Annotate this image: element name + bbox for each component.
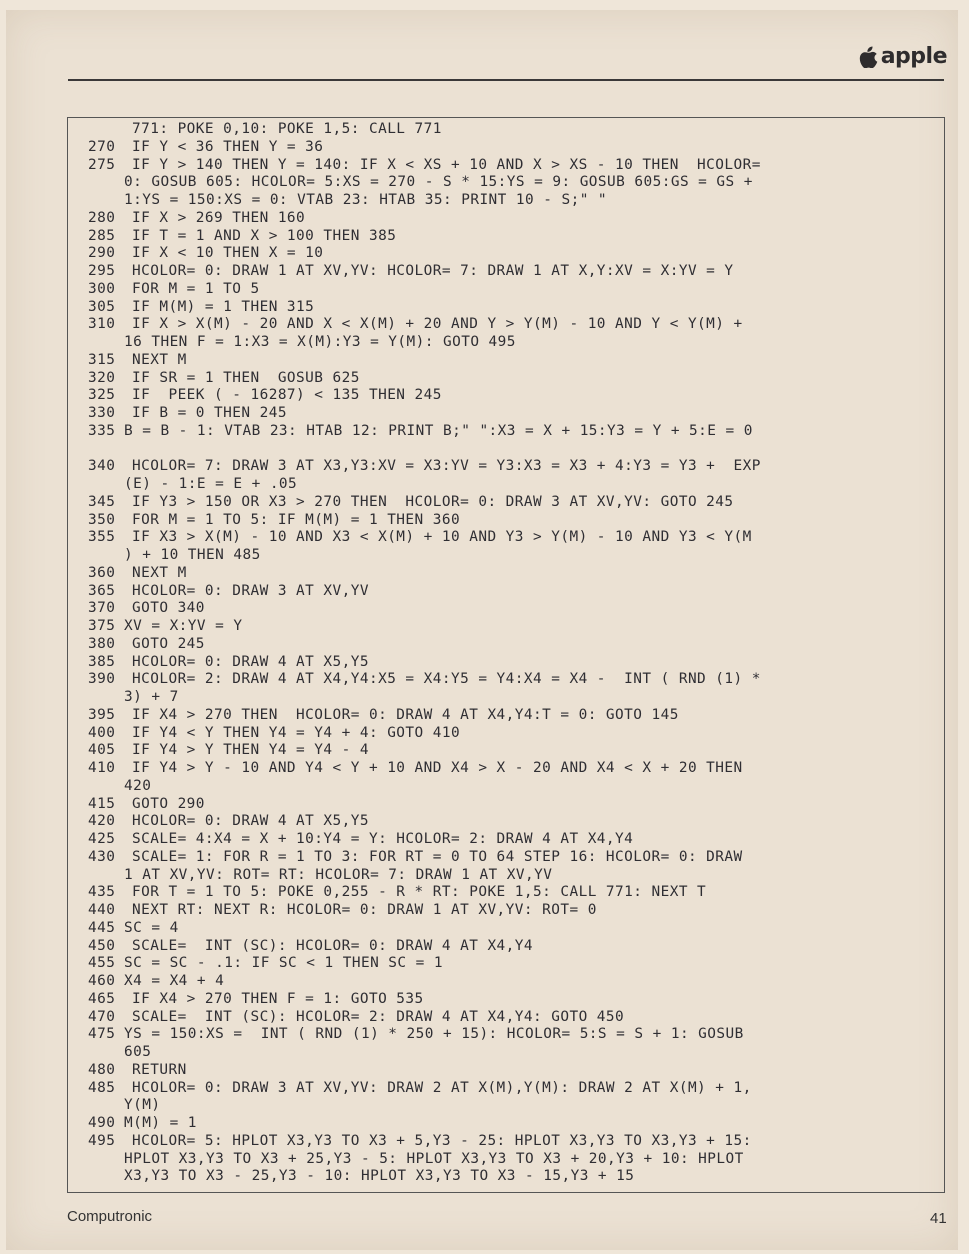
line-number: 435 xyxy=(88,884,116,901)
line-text: X4 = X4 + 4 xyxy=(124,973,225,989)
line-number: 280 xyxy=(88,209,116,226)
apple-logo xyxy=(859,44,947,69)
code-line xyxy=(88,671,938,689)
line-text: 1 AT XV,YV: ROT= RT: HCOLOR= 7: DRAW 1 AT XV,YV xyxy=(124,866,553,883)
line-number: 385 xyxy=(88,653,116,670)
code-line xyxy=(88,955,938,973)
code-line xyxy=(88,725,938,743)
code-line xyxy=(88,210,938,228)
code-line xyxy=(88,245,938,263)
line-text: X3,Y3 TO X3 - 25,Y3 - 10: HPLOT X3,Y3 TO X3 - 15,Y3 + 15 xyxy=(124,1168,635,1185)
code-line xyxy=(88,689,938,707)
line-number: 405 xyxy=(88,742,116,759)
line-text: SC = SC - .1: IF SC < 1 THEN SC = 1 xyxy=(124,955,443,972)
line-text: IF X > X(M) - 20 AND X < X(M) + 20 AND Y > Y(M) - 10 AND Y < Y(M) + xyxy=(132,316,743,333)
line-number: 335 xyxy=(88,422,116,439)
code-line xyxy=(88,441,938,459)
code-line xyxy=(88,387,938,405)
line-text: HCOLOR= 0: DRAW 4 AT X5,Y5 xyxy=(132,813,369,830)
code-line xyxy=(88,299,938,317)
code-line xyxy=(88,157,938,175)
line-text: IF X4 > 270 THEN F = 1: GOTO 535 xyxy=(132,990,424,1007)
line-number: 365 xyxy=(88,582,116,599)
code-line xyxy=(88,654,938,672)
line-text: HCOLOR= 0: DRAW 1 AT XV,YV: HCOLOR= 7: DRAW 1 AT X,Y:XV = X:YV = Y xyxy=(132,263,734,279)
line-number: 430 xyxy=(88,848,116,865)
line-number: 350 xyxy=(88,511,116,528)
code-line xyxy=(88,1026,938,1044)
code-line xyxy=(88,1097,938,1115)
code-line xyxy=(88,796,938,814)
line-text: NEXT M xyxy=(132,564,187,581)
code-line xyxy=(88,281,938,299)
line-text: FOR M = 1 TO 5: IF M(M) = 1 THEN 360 xyxy=(132,511,461,528)
line-number: 300 xyxy=(88,280,116,297)
line-number: 440 xyxy=(88,902,116,918)
line-number: 340 xyxy=(88,458,116,475)
code-line xyxy=(88,884,938,902)
line-number: 270 xyxy=(88,138,116,155)
code-line xyxy=(88,600,938,618)
line-text: YS = 150:XS = INT ( RND (1) * 250 + 15): HCOLOR= 5:S = S + 1: GOSUB xyxy=(124,1026,744,1043)
code-line xyxy=(88,1168,938,1186)
line-text: IF T = 1 AND X > 100 THEN 385 xyxy=(132,227,397,244)
code-line xyxy=(88,1062,938,1080)
code-line xyxy=(88,831,938,849)
code-line xyxy=(88,920,938,938)
line-text: IF Y3 > 150 OR X3 > 270 THEN HCOLOR= 0: DRAW 3 AT XV,YV: GOTO 245 xyxy=(132,493,734,510)
line-text: FOR M = 1 TO 5 xyxy=(132,280,260,297)
line-text: SCALE= 1: FOR R = 1 TO 3: FOR RT = 0 TO 64 STEP 16: HCOLOR= 0: DRAW xyxy=(132,848,743,865)
line-number: 360 xyxy=(88,564,116,581)
code-line xyxy=(88,352,938,370)
code-line xyxy=(88,334,938,352)
code-line xyxy=(88,742,938,760)
line-text: IF SR = 1 THEN GOSUB 625 xyxy=(132,369,360,386)
line-number: 295 xyxy=(88,263,116,279)
code-line xyxy=(88,458,938,476)
line-text: FOR T = 1 TO 5: POKE 0,255 - R * RT: POKE 1,5: CALL 771: NEXT T xyxy=(132,884,707,901)
line-text: SCALE= INT (SC): HCOLOR= 2: DRAW 4 AT X4,Y4: GOTO 450 xyxy=(132,1008,625,1025)
line-text: GOTO 290 xyxy=(132,795,205,812)
code-line xyxy=(88,707,938,725)
line-text: NEXT M xyxy=(132,351,187,368)
line-text: GOTO 245 xyxy=(132,635,205,652)
code-line xyxy=(88,494,938,512)
line-text: IF Y4 < Y THEN Y4 = Y4 + 4: GOTO 410 xyxy=(132,724,461,741)
code-line xyxy=(88,529,938,547)
code-line xyxy=(88,316,938,334)
code-line xyxy=(88,1080,938,1098)
code-line xyxy=(88,547,938,565)
line-number: 465 xyxy=(88,990,116,1007)
line-text: 0: GOSUB 605: HCOLOR= 5:XS = 270 - S * 15:YS = 9: GOSUB 605:GS = GS + xyxy=(124,174,753,191)
line-text: SCALE= INT (SC): HCOLOR= 0: DRAW 4 AT X4,Y4 xyxy=(132,937,534,954)
apple-icon xyxy=(859,46,879,68)
code-line xyxy=(88,1044,938,1062)
line-text: SCALE= 4:X4 = X + 10:Y4 = Y: HCOLOR= 2: DRAW 4 AT X4,Y4 xyxy=(132,831,634,847)
line-number: 285 xyxy=(88,227,116,244)
line-text: B = B - 1: VTAB 23: HTAB 12: PRINT B;" ":X3 = X + 15:Y3 = Y + 5:E = 0 xyxy=(124,422,753,439)
line-number: 310 xyxy=(88,316,116,333)
logo-text: apple xyxy=(880,44,947,69)
code-line xyxy=(88,1115,938,1133)
line-number: 275 xyxy=(88,156,116,173)
line-number: 495 xyxy=(88,1132,116,1149)
line-text: IF Y4 > Y - 10 AND Y4 < Y + 10 AND X4 > X - 20 AND X4 < X + 20 THEN xyxy=(132,760,743,776)
line-number: 410 xyxy=(88,760,116,776)
line-text: 1:YS = 150:XS = 0: VTAB 23: HTAB 35: PRINT 10 - S;" " xyxy=(124,192,608,208)
line-number: 475 xyxy=(88,1026,116,1043)
code-line xyxy=(88,973,938,991)
line-text: IF X > 269 THEN 160 xyxy=(132,209,306,226)
line-number: 485 xyxy=(88,1079,116,1096)
code-line xyxy=(88,512,938,530)
code-line xyxy=(88,778,938,796)
line-number: 320 xyxy=(88,369,116,386)
line-number: 450 xyxy=(88,937,116,954)
line-number: 380 xyxy=(88,635,116,652)
line-number: 370 xyxy=(88,600,116,617)
line-text: HCOLOR= 0: DRAW 4 AT X5,Y5 xyxy=(132,653,369,670)
code-line xyxy=(88,618,938,636)
line-text: IF Y > 140 THEN Y = 140: IF X < XS + 10 AND X > XS - 10 THEN HCOLOR= xyxy=(132,156,761,173)
code-line xyxy=(88,867,938,885)
line-number: 455 xyxy=(88,955,116,972)
line-number: 315 xyxy=(88,351,116,368)
line-text: 771: POKE 0,10: POKE 1,5: CALL 771 xyxy=(132,121,442,137)
line-text: GOTO 340 xyxy=(132,600,205,617)
line-text: IF Y < 36 THEN Y = 36 xyxy=(132,138,324,155)
line-text: ) + 10 THEN 485 xyxy=(124,547,261,563)
code-line xyxy=(88,849,938,867)
line-text: IF X3 > X(M) - 10 AND X3 < X(M) + 10 AND Y3 > Y(M) - 10 AND Y3 < Y(M xyxy=(132,529,752,546)
line-text: 605 xyxy=(124,1044,152,1060)
code-line xyxy=(88,263,938,281)
header-rule xyxy=(68,79,944,81)
line-number: 490 xyxy=(88,1115,116,1131)
line-text: NEXT RT: NEXT R: HCOLOR= 0: DRAW 1 AT XV,YV: ROT= 0 xyxy=(132,902,597,918)
line-number: 355 xyxy=(88,529,116,546)
line-number: 375 xyxy=(88,618,116,634)
code-line xyxy=(88,405,938,423)
line-text: IF M(M) = 1 THEN 315 xyxy=(132,298,315,315)
code-line xyxy=(88,423,938,441)
code-line xyxy=(88,636,938,654)
code-line xyxy=(88,991,938,1009)
line-number: 470 xyxy=(88,1008,116,1025)
publication-name: Computronic xyxy=(67,1208,153,1225)
code-line xyxy=(88,938,938,956)
line-number: 480 xyxy=(88,1061,116,1078)
line-text: 3) + 7 xyxy=(124,689,179,705)
code-line xyxy=(88,1151,938,1169)
code-line xyxy=(88,192,938,210)
code-line xyxy=(88,813,938,831)
line-text: SC = 4 xyxy=(124,919,179,936)
line-number: 445 xyxy=(88,919,116,936)
line-text: HCOLOR= 2: DRAW 4 AT X4,Y4:X5 = X4:Y5 = Y4:X4 = X4 - INT ( RND (1) * xyxy=(132,671,761,688)
line-text: Y(M) xyxy=(124,1097,161,1114)
line-text: IF PEEK ( - 16287) < 135 THEN 245 xyxy=(132,387,442,404)
line-number: 415 xyxy=(88,795,116,812)
code-line xyxy=(88,760,938,778)
line-text: IF Y4 > Y THEN Y4 = Y4 - 4 xyxy=(132,742,369,759)
code-line xyxy=(88,565,938,583)
line-number: 345 xyxy=(88,493,116,510)
code-line xyxy=(88,1133,938,1151)
line-number: 325 xyxy=(88,387,116,404)
code-line xyxy=(88,902,938,920)
line-number: 390 xyxy=(88,671,116,688)
program-listing xyxy=(88,121,938,1186)
line-text: 420 xyxy=(124,777,152,794)
line-number: 400 xyxy=(88,724,116,741)
line-number: 460 xyxy=(88,973,116,989)
line-number: 290 xyxy=(88,245,116,262)
code-line xyxy=(88,174,938,192)
line-text: 16 THEN F = 1:X3 = X(M):Y3 = Y(M): GOTO 495 xyxy=(124,334,516,350)
line-text: HCOLOR= 7: DRAW 3 AT X3,Y3:XV = X3:YV = Y3:X3 = X3 + 4:Y3 = Y3 + EXP xyxy=(132,458,761,475)
line-text: IF X4 > 270 THEN HCOLOR= 0: DRAW 4 AT X4,Y4:T = 0: GOTO 145 xyxy=(132,706,679,723)
line-text: HCOLOR= 5: HPLOT X3,Y3 TO X3 + 5,Y3 - 25: HPLOT X3,Y3 TO X3,Y3 + 15: xyxy=(132,1132,752,1149)
line-number: 395 xyxy=(88,706,116,723)
code-line xyxy=(88,476,938,494)
page-number: 41 xyxy=(930,1210,947,1227)
line-text: HPLOT X3,Y3 TO X3 + 25,Y3 - 5: HPLOT X3,Y3 TO X3 + 20,Y3 + 10: HPLOT xyxy=(124,1150,744,1167)
code-line xyxy=(88,370,938,388)
code-line xyxy=(88,228,938,246)
line-number: 305 xyxy=(88,298,116,315)
line-text: M(M) = 1 xyxy=(124,1115,197,1131)
line-number xyxy=(88,441,132,459)
line-text: IF B = 0 THEN 245 xyxy=(132,405,287,421)
code-line xyxy=(88,139,938,157)
code-line xyxy=(88,121,938,139)
line-number: 425 xyxy=(88,831,116,847)
code-line xyxy=(88,583,938,601)
code-line xyxy=(88,1009,938,1027)
line-text: (E) - 1:E = E + .05 xyxy=(124,476,298,492)
line-text: XV = X:YV = Y xyxy=(124,618,243,634)
line-number: 330 xyxy=(88,405,116,421)
line-text: HCOLOR= 0: DRAW 3 AT XV,YV: DRAW 2 AT X(M),Y(M): DRAW 2 AT X(M) + 1, xyxy=(132,1079,752,1096)
line-text: HCOLOR= 0: DRAW 3 AT XV,YV xyxy=(132,582,369,599)
line-text: IF X < 10 THEN X = 10 xyxy=(132,245,324,262)
line-number: 420 xyxy=(88,813,116,830)
line-number xyxy=(88,121,132,139)
line-text: RETURN xyxy=(132,1061,187,1078)
